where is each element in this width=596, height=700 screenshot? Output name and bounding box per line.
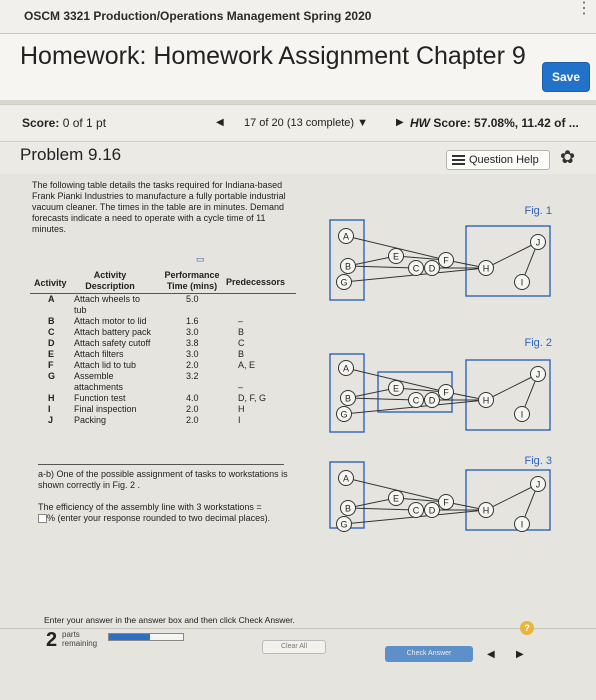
table-header <box>30 266 296 294</box>
node-c <box>409 393 424 408</box>
node-a <box>339 229 354 244</box>
svg-text:D: D <box>428 395 436 406</box>
node-i <box>515 407 530 422</box>
cell-act: I <box>48 404 51 414</box>
svg-text:B: B <box>344 393 352 404</box>
cell-act: H <box>48 393 55 403</box>
cell-time: 1.6 <box>186 316 199 326</box>
cell-time: 3.8 <box>186 338 199 348</box>
cell-act: D <box>48 338 55 348</box>
node-i <box>515 517 530 532</box>
next-part-icon[interactable]: ▶ <box>516 649 524 660</box>
precedence-arrow <box>486 374 538 400</box>
question-content <box>0 174 596 700</box>
cell-time: 5.0 <box>186 294 199 304</box>
svg-text:C: C <box>412 505 420 516</box>
cell-desc: Attach filters <box>74 349 124 359</box>
figure-3[interactable] <box>326 456 556 537</box>
cell-pred: C <box>238 338 245 348</box>
header-description: Activity Description <box>85 270 135 291</box>
node-a <box>339 471 354 486</box>
problem-title: Problem 9.16 <box>20 145 122 164</box>
svg-text:C: C <box>412 395 420 406</box>
node-c <box>409 261 424 276</box>
node-j <box>531 367 546 382</box>
document-icon[interactable]: ▭ <box>196 254 205 264</box>
svg-text:F: F <box>443 497 449 508</box>
node-f <box>439 385 454 400</box>
node-b <box>341 259 356 274</box>
help-icon[interactable]: ? <box>520 621 534 635</box>
svg-text:B: B <box>344 261 352 272</box>
cell-act: E <box>48 349 55 359</box>
cell-act: G <box>48 371 56 381</box>
precedence-arrow <box>348 266 416 268</box>
table-row <box>30 360 296 371</box>
gear-icon[interactable]: ✿ <box>560 147 576 167</box>
svg-text:H: H <box>482 395 490 406</box>
svg-text:E: E <box>392 383 400 394</box>
table-row <box>30 338 296 349</box>
course-title: OSCM 3321 Production/Operations Management Spring 2020 <box>24 9 372 23</box>
cell-desc: Attach lid to tub <box>74 360 137 370</box>
task-table <box>30 266 296 426</box>
cell-desc: tub <box>74 305 87 315</box>
figure-label: Fig. 2 <box>524 337 552 349</box>
cell-pred: – <box>238 382 244 392</box>
question-text <box>38 464 288 524</box>
cell-time: 3.0 <box>186 327 199 337</box>
node-b <box>341 391 356 406</box>
table-row <box>30 382 296 393</box>
svg-text:B: B <box>344 503 352 514</box>
node-e <box>389 249 404 264</box>
cell-desc: Assemble <box>74 371 114 381</box>
cell-act: B <box>48 316 55 326</box>
figure-label: Fig. 3 <box>524 455 552 467</box>
cell-act: F <box>48 360 54 370</box>
cell-time: 2.0 <box>186 415 199 425</box>
check-answer-button[interactable]: Check Answer <box>385 646 473 662</box>
cell-pred: I <box>238 415 241 425</box>
figure-2[interactable] <box>326 332 556 439</box>
cell-time: 3.0 <box>186 349 199 359</box>
node-f <box>439 253 454 268</box>
figure-1 <box>326 200 556 307</box>
table-row <box>30 327 296 338</box>
table-row <box>30 371 296 382</box>
list-icon <box>452 155 465 165</box>
node-h <box>479 261 494 276</box>
svg-text:E: E <box>392 251 400 262</box>
node-a <box>339 361 354 376</box>
cell-act: A <box>48 294 55 304</box>
svg-text:D: D <box>428 505 436 516</box>
cell-desc: Attach battery pack <box>74 327 152 337</box>
figure-label: Fig. 1 <box>524 205 552 217</box>
cell-pred: B <box>238 327 245 337</box>
svg-text:F: F <box>443 255 449 266</box>
node-d <box>425 503 440 518</box>
score-bar <box>0 104 596 142</box>
svg-text:C: C <box>412 263 420 274</box>
efficiency-question: The efficiency of the assembly line with 3 workstations = % (enter your response rounded to two decimal places). <box>38 502 271 523</box>
node-h <box>479 503 494 518</box>
cell-desc: Function test <box>74 393 126 403</box>
cell-time: 4.0 <box>186 393 199 403</box>
cell-act: J <box>48 415 54 425</box>
svg-text:I: I <box>520 409 524 420</box>
cell-desc: Attach safety cutoff <box>74 338 151 348</box>
cell-time: 3.2 <box>186 371 199 381</box>
cell-pred: D, F, G <box>238 393 267 403</box>
question-score: Score: 0 of 1 pt <box>22 116 107 130</box>
node-e <box>389 491 404 506</box>
svg-text:G: G <box>340 409 348 420</box>
node-g <box>337 407 352 422</box>
previous-part-icon[interactable]: ◀ <box>487 649 495 660</box>
svg-text:I: I <box>520 277 524 288</box>
svg-text:D: D <box>428 263 436 274</box>
table-body <box>30 294 296 426</box>
svg-text:G: G <box>340 277 348 288</box>
efficiency-answer-input[interactable] <box>38 514 47 523</box>
instruction-text: Enter your answer in the answer box and then click Check Answer. <box>44 615 295 625</box>
node-b <box>341 501 356 516</box>
diagram-graph <box>330 354 550 432</box>
diagram-graph <box>330 220 550 300</box>
parts-remaining-count: 2 <box>46 629 58 651</box>
parts-remaining-label: parts remaining <box>62 630 98 648</box>
precedence-arrow <box>348 398 416 400</box>
svg-text:A: A <box>342 231 350 242</box>
divider <box>38 464 284 465</box>
node-g <box>337 275 352 290</box>
more-options-icon[interactable]: ⋮ <box>576 0 592 17</box>
header-predecessors: Predecessors <box>226 277 286 287</box>
svg-text:H: H <box>482 263 490 274</box>
node-j <box>531 235 546 250</box>
cell-pred: B <box>238 349 245 359</box>
node-h <box>479 393 494 408</box>
precedence-arrow <box>486 242 538 268</box>
node-c <box>409 503 424 518</box>
fig1-diagram <box>326 200 556 302</box>
svg-text:J: J <box>535 237 541 248</box>
cell-pred: – <box>238 316 244 326</box>
node-d <box>425 261 440 276</box>
cell-time: 2.0 <box>186 360 199 370</box>
node-g <box>337 517 352 532</box>
cell-time: 2.0 <box>186 404 199 414</box>
svg-text:I: I <box>520 519 524 530</box>
table-row <box>30 305 296 316</box>
homework-score: HW Score: 57.08%, 11.42 of ... <box>410 116 579 130</box>
table-row <box>30 349 296 360</box>
cell-desc: Attach motor to lid <box>74 316 147 326</box>
svg-text:A: A <box>342 473 350 484</box>
cell-act: C <box>48 327 55 337</box>
node-f <box>439 495 454 510</box>
header-activity: Activity <box>34 278 67 288</box>
precedence-arrow <box>486 484 538 510</box>
node-i <box>515 275 530 290</box>
svg-text:E: E <box>392 493 400 504</box>
node-d <box>425 393 440 408</box>
question-part: a-b) One of the possible assignment of tasks to workstations is shown correctly in Fig. 2 . <box>38 469 288 490</box>
diagram-graph <box>330 462 550 532</box>
question-progress-dropdown[interactable]: 17 of 20 (13 complete) ▼ <box>244 117 369 129</box>
cell-pred: H <box>238 404 245 414</box>
header-time: Performance Time (mins) <box>164 270 220 291</box>
svg-text:F: F <box>443 387 449 398</box>
table-row <box>30 316 296 327</box>
previous-question-icon[interactable]: ◀ <box>216 117 224 128</box>
svg-text:G: G <box>340 519 348 530</box>
table-row <box>30 393 296 404</box>
question-help-button[interactable] <box>446 150 550 170</box>
cell-desc: Final inspection <box>74 404 137 414</box>
save-button[interactable]: Save <box>542 62 590 92</box>
course-bar <box>0 0 596 34</box>
problem-bar <box>0 142 596 174</box>
cell-desc: Packing <box>74 415 107 425</box>
node-e <box>389 381 404 396</box>
question-help-label: Question Help <box>469 154 539 166</box>
intro-text: The following table details the tasks required for Indiana-based Frank Pianki Industries to manufacture a fully portable industrial vacuum cleaner. The times in the table are in minutes. Demand forecasts indicate a need to operate with a cycle time of 11 minutes. <box>32 180 286 234</box>
svg-text:A: A <box>342 363 350 374</box>
table-row <box>30 415 296 426</box>
homework-header <box>0 34 596 100</box>
precedence-arrow <box>348 508 416 510</box>
fig3-diagram <box>326 456 556 532</box>
fig2-diagram <box>326 332 556 434</box>
table-row <box>30 404 296 415</box>
svg-text:J: J <box>535 479 541 490</box>
cell-pred: A, E <box>238 360 256 370</box>
cell-desc: Attach wheels to <box>74 294 141 304</box>
svg-text:J: J <box>535 369 541 380</box>
node-j <box>531 477 546 492</box>
svg-text:H: H <box>482 505 490 516</box>
next-question-icon[interactable]: ▶ <box>396 117 404 128</box>
cell-desc: attachments <box>74 382 124 392</box>
clear-all-button[interactable]: Clear All <box>262 640 326 654</box>
table-row <box>30 294 296 305</box>
footer-divider <box>0 628 596 629</box>
homework-title: Homework: Homework Assignment Chapter 9 <box>20 42 526 70</box>
parts-progress-bar <box>108 633 184 641</box>
